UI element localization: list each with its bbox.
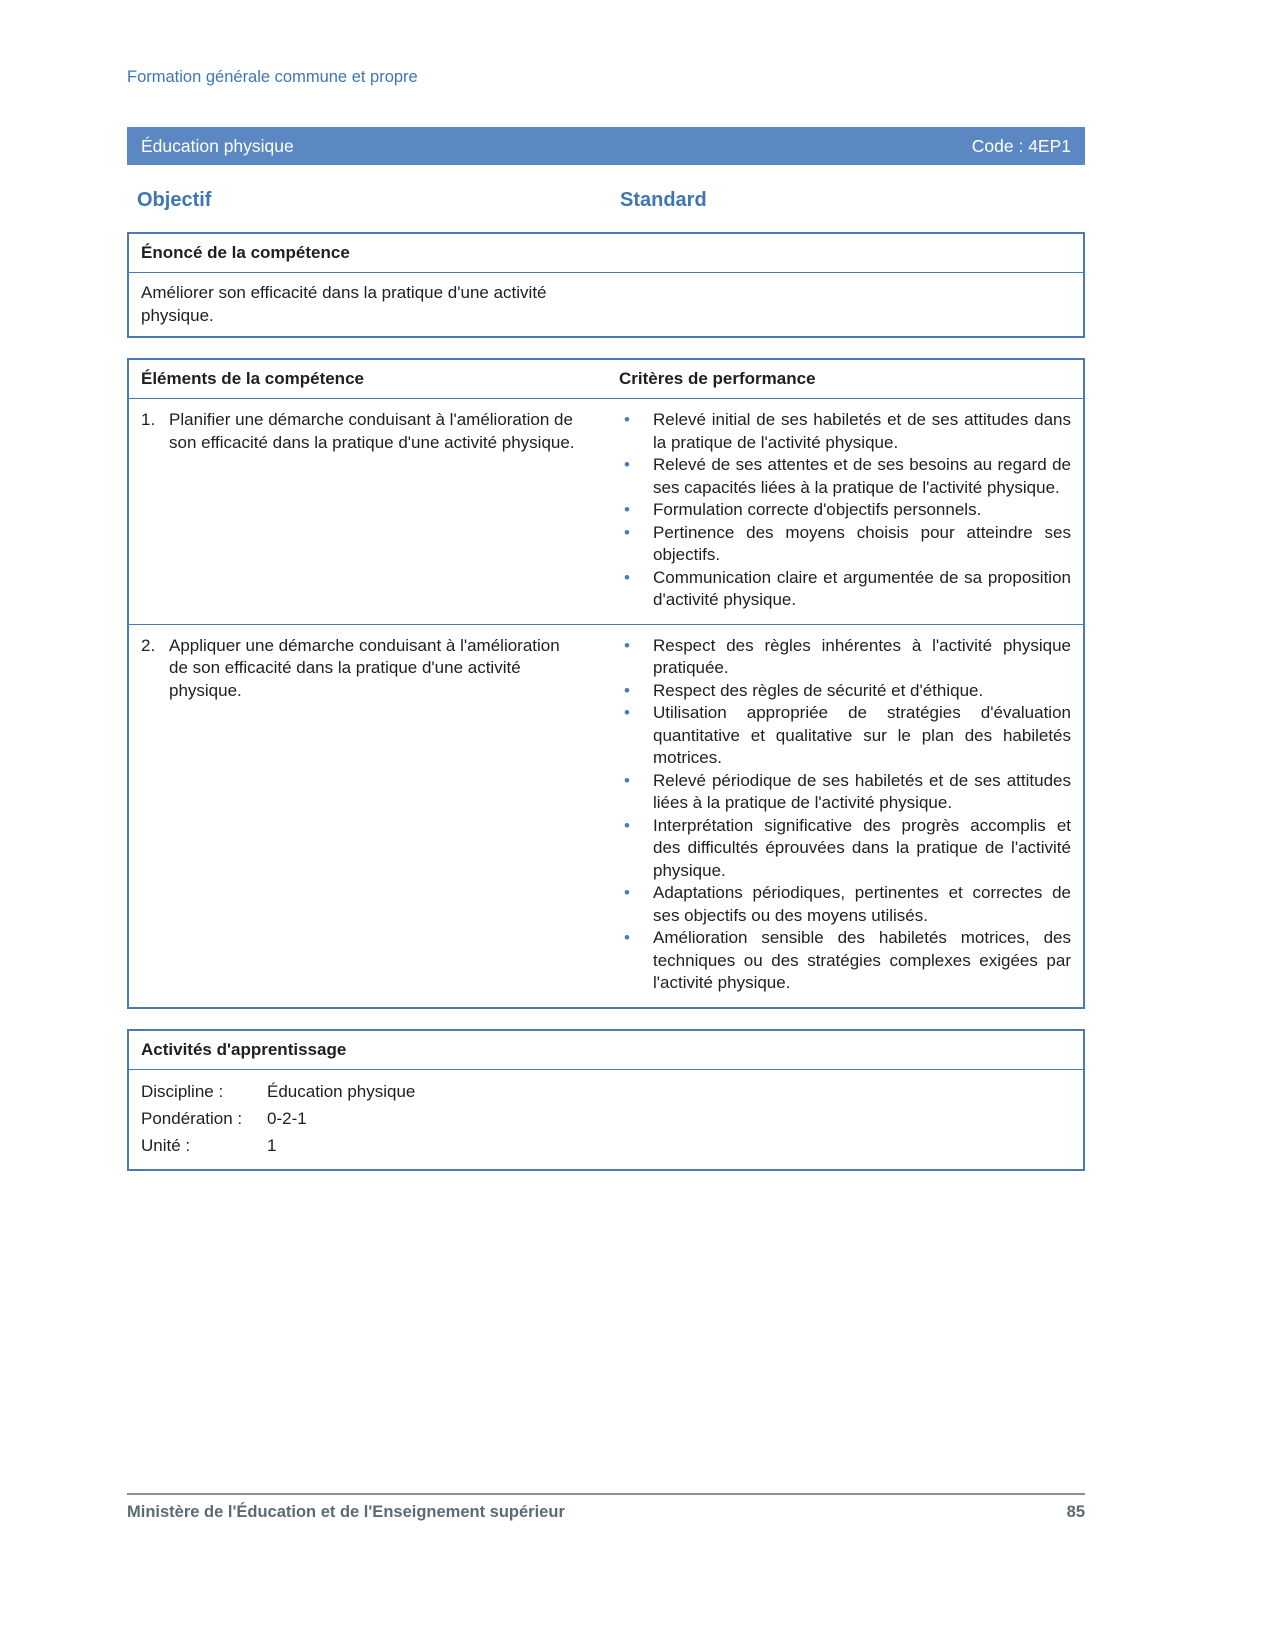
criterion-item: [619, 409, 1071, 454]
activity-label: Discipline :: [141, 1081, 224, 1101]
competence-table: [127, 358, 1085, 1009]
bullet-icon: •: [624, 928, 630, 947]
enonce-text: Améliorer son efficacité dans la pratique d'une activité physique.: [141, 283, 547, 325]
bullet-icon: •: [624, 703, 630, 722]
criterion-text: Utilisation appropriée de stratégies d'évaluation quantitative et qualitative sur le plan des habiletés motrices.: [653, 703, 1071, 767]
criterion-text: Relevé périodique de ses habiletés et de ses attitudes liées à la pratique de l'activité physique.: [653, 770, 1071, 812]
activites-body: [129, 1070, 1083, 1169]
activity-label: Unité :: [141, 1135, 191, 1155]
bullet-icon: •: [624, 883, 630, 902]
enonce-box: [127, 232, 1085, 338]
competence-row-1: [129, 399, 1083, 624]
criterion-text: Pertinence des moyens choisis pour atteindre ses objectifs.: [653, 522, 1071, 564]
enonce-body: [129, 273, 1083, 336]
activity-value: 0-2-1: [267, 1108, 307, 1128]
bullet-icon: •: [624, 410, 630, 429]
bullet-icon: •: [624, 522, 630, 542]
element-text: Planifier une démarche conduisant à l'amélioration de son efficacité dans la pratique d'une activité physique.: [169, 410, 575, 452]
activity-row: [141, 1078, 1071, 1105]
element-number: 2.: [141, 635, 156, 655]
criteria-list-1: [619, 409, 1071, 612]
criterion-text: Interprétation significative des progrès accomplis et des difficultés éprouvées dans la pratique de l'activité physique.: [653, 815, 1071, 880]
element-number: 1.: [141, 410, 156, 429]
banner-title: Éducation physique: [141, 135, 294, 156]
criterion-item: [619, 680, 1071, 703]
bullet-icon: •: [624, 455, 630, 474]
bullet-icon: •: [624, 500, 630, 519]
bullet-icon: •: [624, 635, 630, 655]
element-2: [141, 635, 619, 995]
footer-page-number: 85: [1066, 1503, 1085, 1521]
criteria-list-2: [619, 635, 1071, 995]
bullet-icon: •: [624, 567, 630, 587]
col-header-elements: Éléments de la compétence: [141, 369, 364, 388]
enonce-header: Énoncé de la compétence: [129, 234, 1083, 273]
criterion-text: Respect des règles inhérentes à l'activité physique pratiquée.: [653, 635, 1071, 677]
section-banner: [127, 127, 1085, 165]
criterion-text: Respect des règles de sécurité et d'éthique.: [653, 680, 984, 700]
activites-box: [127, 1029, 1085, 1171]
heading-standard: Standard: [620, 189, 707, 211]
criterion-text: Relevé initial de ses habiletés et de ses attitudes dans la pratique de l'activité physique.: [653, 410, 1071, 452]
bullet-icon: •: [624, 770, 630, 790]
criterion-item: [619, 567, 1071, 612]
criterion-item: [619, 454, 1071, 499]
criterion-item: [619, 882, 1071, 927]
col-header-criteres: Critères de performance: [619, 369, 816, 388]
competence-header-row: [129, 360, 1083, 399]
competence-row-2: [129, 624, 1083, 1007]
criterion-text: Communication claire et argumentée de sa proposition d'activité physique.: [653, 567, 1071, 609]
element-text: Appliquer une démarche conduisant à l'amélioration de son efficacité dans la pratique d'une activité physique.: [169, 635, 560, 700]
criterion-item: [619, 499, 1071, 522]
footer-ministry: Ministère de l'Éducation et de l'Enseignement supérieur: [127, 1503, 565, 1521]
activity-value: 1: [267, 1135, 277, 1155]
bullet-icon: •: [624, 815, 630, 835]
activity-label: Pondération :: [141, 1108, 243, 1128]
criterion-item: [619, 815, 1071, 883]
activity-row: [141, 1132, 1071, 1159]
criterion-text: Adaptations périodiques, pertinentes et correctes de ses objectifs ou des moyens utilisés.: [653, 883, 1071, 925]
bullet-icon: •: [624, 680, 630, 700]
element-1: [141, 409, 619, 612]
banner-code: Code : 4EP1: [971, 135, 1071, 156]
criterion-item: [619, 702, 1071, 770]
breadcrumb: Formation générale commune et propre: [127, 68, 418, 86]
column-headings: [127, 189, 1085, 212]
criterion-item: [619, 927, 1071, 995]
footer: [127, 1493, 1085, 1522]
criterion-item: [619, 770, 1071, 815]
activites-header: Activités d'apprentissage: [129, 1031, 1083, 1070]
criterion-item: [619, 635, 1071, 680]
criterion-text: Formulation correcte d'objectifs personnels.: [653, 500, 982, 519]
activity-value: Éducation physique: [267, 1081, 416, 1101]
criterion-item: [619, 522, 1071, 567]
activity-row: [141, 1105, 1071, 1132]
heading-objectif: Objectif: [137, 189, 212, 211]
criterion-text: Relevé de ses attentes et de ses besoins au regard de ses capacités liées à la pratique de l'activité physique.: [653, 455, 1071, 497]
criterion-text: Amélioration sensible des habiletés motrices, des techniques ou des stratégies complexes exigées par l'activité physique.: [653, 928, 1071, 992]
